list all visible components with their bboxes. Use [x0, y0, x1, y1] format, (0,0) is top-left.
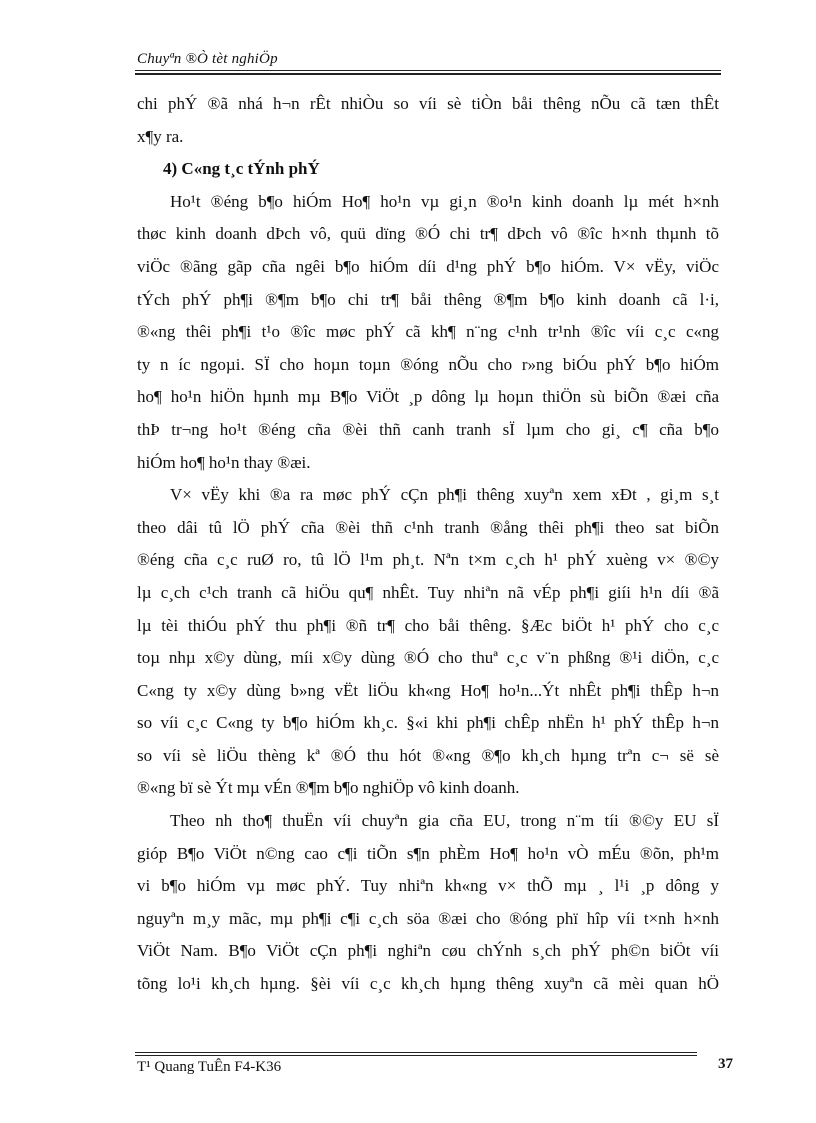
text-line: ®«ng thêi ph¶i t¹o ®îc møc phÝ cã kh¶ n¨ng c¹nh tr¹nh ®îc víi c¸c c«ng — [137, 322, 719, 342]
text-line: nguyªn m¸y mãc, mµ ph¶i c¶i c¸ch söa ®æi cho ®óng phï hîp víi t×nh h×nh — [137, 908, 719, 928]
text-line: thÞ tr¬ng ho¹t ®éng cña ®èi thñ canh tranh sÏ lµm cho gi¸ c¶ cña b¶o — [137, 419, 719, 439]
text-line: so víi sè liÖu thèng kª ®Ó thu hót ®«ng ®¶o kh¸ch hµng trªn c¬ së sè — [137, 745, 719, 765]
text-line: ®«ng bï sè Ýt mµ vÉn ®¶m b¶o nghiÖp vô kinh doanh. — [137, 778, 520, 798]
text-line: lµ tèi thiÓu phÝ thu ph¶i ®ñ tr¶ cho båi thêng. §Æc biÖt h¹ phÝ cho c¸c — [137, 615, 719, 635]
text-line: so víi c¸c C«ng ty b¶o hiÓm kh¸c. §«i khi ph¶i chÊp nhËn h¹ phÝ thÊp h¬n — [137, 713, 719, 733]
body-text — [137, 88, 719, 1001]
text-line: viÖc ®ãng gãp cña ngêi b¶o hiÓm díi d¹ng phÝ b¶o hiÓm. V× vËy, viÖc — [137, 256, 719, 276]
text-line: tõng lo¹i kh¸ch hµng. §èi víi c¸c kh¸ch hµng thêng xuyªn cã mèi quan hÖ — [137, 974, 719, 994]
header-rule — [135, 70, 721, 71]
page-number: 37 — [718, 1056, 733, 1072]
text-line: ho¶ ho¹n hiÖn hµnh mµ B¶o ViÖt ¸p dông lµ hoµn thiÖn sù biÕn ®æi cña — [137, 387, 719, 407]
text-line: C«ng ty x©y dùng b»ng vËt liÖu kh«ng Ho¶ ho¹n...Ýt nhÊt ph¶i thÊp h¬n — [137, 680, 719, 700]
text-line: thøc kinh doanh dÞch vô, quü dïng ®Ó chi tr¶ dÞch vô ®îc h×nh thµnh tõ — [137, 224, 719, 244]
text-line: toµ nhµ x©y dùng, míi x©y dùng ®Ó cho thuª c¸c v¨n phßng ®¹i diÖn, c¸c — [137, 648, 719, 668]
text-line: Theo nh tho¶ thuËn víi chuyªn gia cña EU, trong n¨m tíi ®©y EU sÏ — [170, 811, 719, 831]
text-line: theo dâi tû lÖ phÝ cña ®èi thñ c¹nh tranh ®ång thêi ph¶i theo sat biÕn — [137, 517, 719, 537]
text-line: Ho¹t ®éng b¶o hiÓm Ho¶ ho¹n vµ gi¸n ®o¹n kinh doanh lµ mét h×nh — [170, 191, 719, 211]
footer-rule-double — [135, 1055, 697, 1056]
footer-author: T¹ Quang TuÊn F4-K36 — [137, 1059, 282, 1075]
text-line: gióp B¶o ViÖt n©ng cao c¶i tiÕn s¶n phÈm Ho¶ ho¹n vÒ mÉu ®õn, ph¹m — [137, 843, 719, 863]
text-line: ViÖt Nam. B¶o ViÖt cÇn ph¶i nghiªn cøu chÝnh s¸ch phÝ ph©n biÖt víi — [137, 941, 719, 961]
text-line: hiÓm ho¶ ho¹n thay ®æi. — [137, 452, 311, 472]
footer-rule — [135, 1052, 697, 1053]
text-line: x¶y ra. — [137, 126, 184, 146]
header-title: Chuyªn ®Ò tèt nghiÖp — [137, 51, 278, 67]
section-heading: 4) C«ng t¸c tÝnh phÝ — [163, 159, 320, 179]
header-rule-thick — [135, 73, 721, 75]
text-line: vi b¶o hiÓm vµ møc phÝ. Tuy nhiªn kh«ng v× thÕ mµ ¸ l¹i ¸p dông y — [137, 876, 719, 896]
text-line: tÝch phÝ ph¶i ®¶m b¶o chi tr¶ båi thêng ®¶m b¶o kinh doanh cã l·i, — [137, 289, 719, 309]
text-line: chi phÝ ®ã nhá h¬n rÊt nhiÒu so víi sè tiÒn båi thêng nÕu cã tæn thÊt — [137, 94, 719, 113]
text-line: V× vËy khi ®a ra møc phÝ cÇn ph¶i thêng xuyªn xem xÐt , gi¸m s¸t — [170, 485, 719, 505]
text-line: lµ c¸ch c¹ch tranh cã hiÖu qu¶ nhÊt. Tuy nhiªn nã vÉp ph¶i giíi h¹n díi ®ã — [137, 582, 719, 602]
text-line: ty n íc ngoµi. SÏ cho hoµn toµn ®óng nÕu cho r»ng biÓu phÝ b¶o hiÓm — [137, 354, 719, 374]
text-line: ®éng cña c¸c ruØ ro, tû lÖ l¹m ph¸t. Nªn t×m c¸ch h¹ phÝ xuèng v× ®©y — [137, 550, 719, 570]
